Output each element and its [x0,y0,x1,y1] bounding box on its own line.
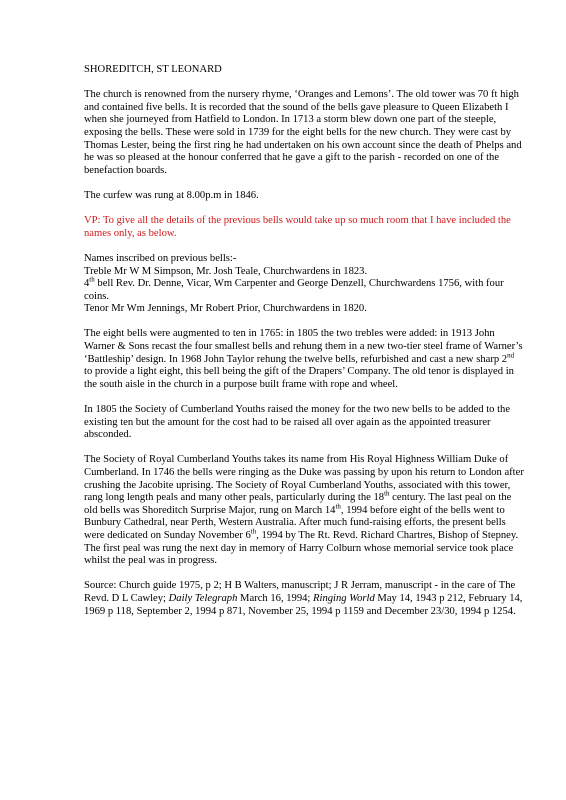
source-paragraph [84,580,524,618]
tenor-line: Tenor Mr Wm Jennings, Mr Robert Prior, Churchwardens in 1820. [84,303,367,315]
royal-sup-1: th [384,489,390,498]
curfew-paragraph: The curfew was rung at 8.00p.m in 1846. [84,189,259,201]
document-title: SHOREDITCH, ST LEONARD [84,64,222,75]
source-text-a: Source: Church guide 1975, p 2; H B Walters, manuscript; J R Jerram, manuscript - in the care of The Revd. D L Cawley; [84,580,516,604]
source-daily-telegraph: Daily Telegraph [168,592,238,604]
names-heading: Names inscribed on previous bells:- [84,252,237,264]
intro-paragraph: The church is renowned from the nursery rhyme, ‘Oranges and Lemons’. The old tower was 70 ft high and contained five bells. It is recorded that the sound of the bells gave pleasure to Queen Elizabeth I when she journeyed from Hatfield to London. In 1713 a storm blew down one part of the steeple, exposing the bells. These were sold in 1739 for the eight bells for the new church. They were cast by Thomas Lester, being the first ring he had undertaken on his own account since the death of Phelps and he was so pleased at the honour conferred that he gave a gift to the parish - recorded on one of the benefaction boards. [84,89,522,176]
source-text-c: May 14, 1943 p 212, February 14, 1969 p 118, September 2, 1994 p 871, November 25, 1994 p 1159 and December 23/30, 1994 p 1254. [84,592,523,617]
fourth-bell-line [84,275,524,303]
augmentation-sup: nd [507,351,515,360]
royal-text-a: The Society of Royal Cumberland Youths takes its name from His Royal Highness William Duke of Cumberland. In 1746 the bells were ringing as the Duke was passing by upon his return to London after crushing the Jacobite uprising. The Society of Royal Cumberland Youths, associated with this tower, rang long length peals and many other peals, particularly during the 18 [84,454,524,504]
augmentation-paragraph [84,328,524,391]
vp-note-paragraph: VP: To give all the details of the previous bells would take up so much room that I have included the names only, as below. [84,215,511,239]
fourth-bell-sup: th [89,275,95,284]
augmentation-text-a: The eight bells were augmented to ten in 1765: in 1805 the two trebles were added: in 1913 John Warner & Sons recast the four smallest bells and rehung them in a new two-tier steel frame of Warner’s ‘Battleship’ design. In 1968 John Taylor rehung the twelve bells, refurbished and cast a new sharp 2 [84,328,523,365]
fourth-bell-text: bell Rev. Dr. Denne, Vicar, Wm Carpenter and George Denzell, Churchwardens 1756, with four coins. [84,278,504,302]
royal-text-d: , 1994 by The Rt. Revd. Richard Chartres, Bishop of Stepney. The first peal was rung the next day in memory of Harry Colburn whose memorial service took place whilst the peal was in progress. [84,529,519,567]
fourth-bell-number: 4 [84,278,90,290]
cumberland-youths-paragraph: In 1805 the Society of Cumberland Youths raised the money for the two new bells to be added to the existing ten but the amount for the cost had to be raised all over again as the appointed treasurer absconded. [84,404,511,441]
royal-sup-2: th [335,502,341,511]
augmentation-text-b: to provide a light eight, this bell being the gift of the Drapers’ Company. The old tenor is displayed in the south aisle in the church in a purpose built frame with rope and wheel. [84,366,514,390]
document-page [84,64,524,631]
royal-text-b: century. The last peal on the old bells was Shoreditch Surprise Major, rung on March 14 [84,492,512,516]
treble-line: Treble Mr W M Simpson, Mr. Josh Teale, Churchwardens in 1823. [84,265,368,277]
source-ringing-world: Ringing World [313,592,375,604]
previous-bells-section [84,253,524,316]
royal-sup-3: th [250,527,257,536]
royal-cumberland-paragraph [84,454,524,567]
source-text-b: March 16, 1994; [237,592,314,604]
royal-text-c: , 1994 before eight of the bells went to Bunbury Cathedral, near Perth, Western Australia. After much fund-raising efforts, the present bells were dedicated on Sunday November 6 [84,504,506,541]
